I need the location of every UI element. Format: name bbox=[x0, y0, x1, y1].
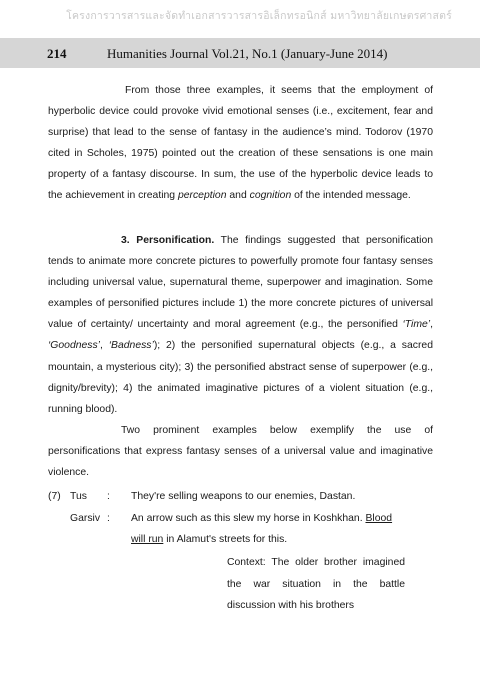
section-heading-personification: 3. Personification. bbox=[121, 235, 215, 246]
running-head: Humanities Journal Vol.21, No.1 (January-June 2014) bbox=[107, 46, 388, 61]
para3-text: Two prominent examples below exemplify the use of personifications that express fantasy senses of a universal value and imaginative violence. bbox=[48, 425, 433, 479]
context-note: Context: The older brother imagined the war situation in the battle discussion with his brothers bbox=[227, 557, 405, 612]
example-number: (7) bbox=[48, 491, 61, 502]
para2-italic-badness: ‘Badness’ bbox=[108, 340, 154, 352]
speaker-colon: : bbox=[107, 491, 110, 502]
speaker-colon: : bbox=[107, 513, 110, 524]
dialogue-line-garsiv-cont bbox=[131, 534, 287, 545]
para1-text-3: of the intended message. bbox=[291, 190, 411, 202]
watermark: โครงการวารสารและจัดทำเอกสารวารสารอิเล็กทรอนิกส์ มหาวิทยาลัยเกษตรศาสตร์ bbox=[66, 10, 452, 22]
speaker-garsiv: Garsiv bbox=[70, 513, 101, 524]
para2-italic-time: ‘Time’ bbox=[402, 319, 431, 331]
para2-text-3: , bbox=[99, 340, 109, 352]
dialogue-line-garsiv bbox=[131, 513, 392, 524]
para1-italic-perception: perception bbox=[177, 190, 227, 202]
para2-italic-goodness: ‘Goodness’ bbox=[48, 340, 100, 352]
paragraph-personification bbox=[48, 230, 433, 420]
speaker-tus: Tus bbox=[70, 491, 87, 502]
paragraph-hyperbole-summary bbox=[48, 80, 433, 207]
underlined-will-run: will run bbox=[131, 534, 164, 545]
para2-text-2: , bbox=[430, 319, 433, 331]
garsiv-text-1: An arrow such as this slew my horse in Koshkhan. bbox=[131, 513, 366, 524]
para2-text-4: ); 2) the personified supernatural objects (e.g., a sacred mountain, a mysterious city); 3) the personified abstract sense of superpower (e.g., dignity/brevity); 4) the animated imaginative pictures of a violent situation (e.g., running blood). bbox=[48, 340, 433, 415]
dialogue-line-tus: They're selling weapons to our enemies, Dastan. bbox=[131, 491, 356, 502]
page-number: 214 bbox=[47, 46, 67, 61]
para1-italic-cognition: cognition bbox=[249, 190, 292, 202]
paragraph-examples-intro bbox=[48, 420, 433, 483]
para1-text-1: From those three examples, it seems that the employment of hyperbolic device could provoke vivid emotional senses (i.e., excitement, fear and surprise) that lead to the sense of fantasy in the audience’s mind. Todorov (1970 cited in Scholes, 1975) pointed out the creation of these sensations is one main property of a fantasy discourse. In sum, the use of the hyperbolic device leads to the achievement in creating bbox=[48, 85, 433, 202]
garsiv-text-2: in Alamut's streets for this. bbox=[163, 534, 288, 545]
underlined-blood: Blood bbox=[365, 513, 393, 524]
para2-text-1: The findings suggested that personification tends to animate more concrete pictures to powerfully promote four fantasy senses including universal value, supernatural theme, superpower and imagination. Some examples of personified pictures include 1) the more concrete pictures of universal value of certainty/ uncertainty and moral agreement (e.g., the personified bbox=[48, 235, 434, 331]
para1-text-2: and bbox=[226, 190, 250, 202]
